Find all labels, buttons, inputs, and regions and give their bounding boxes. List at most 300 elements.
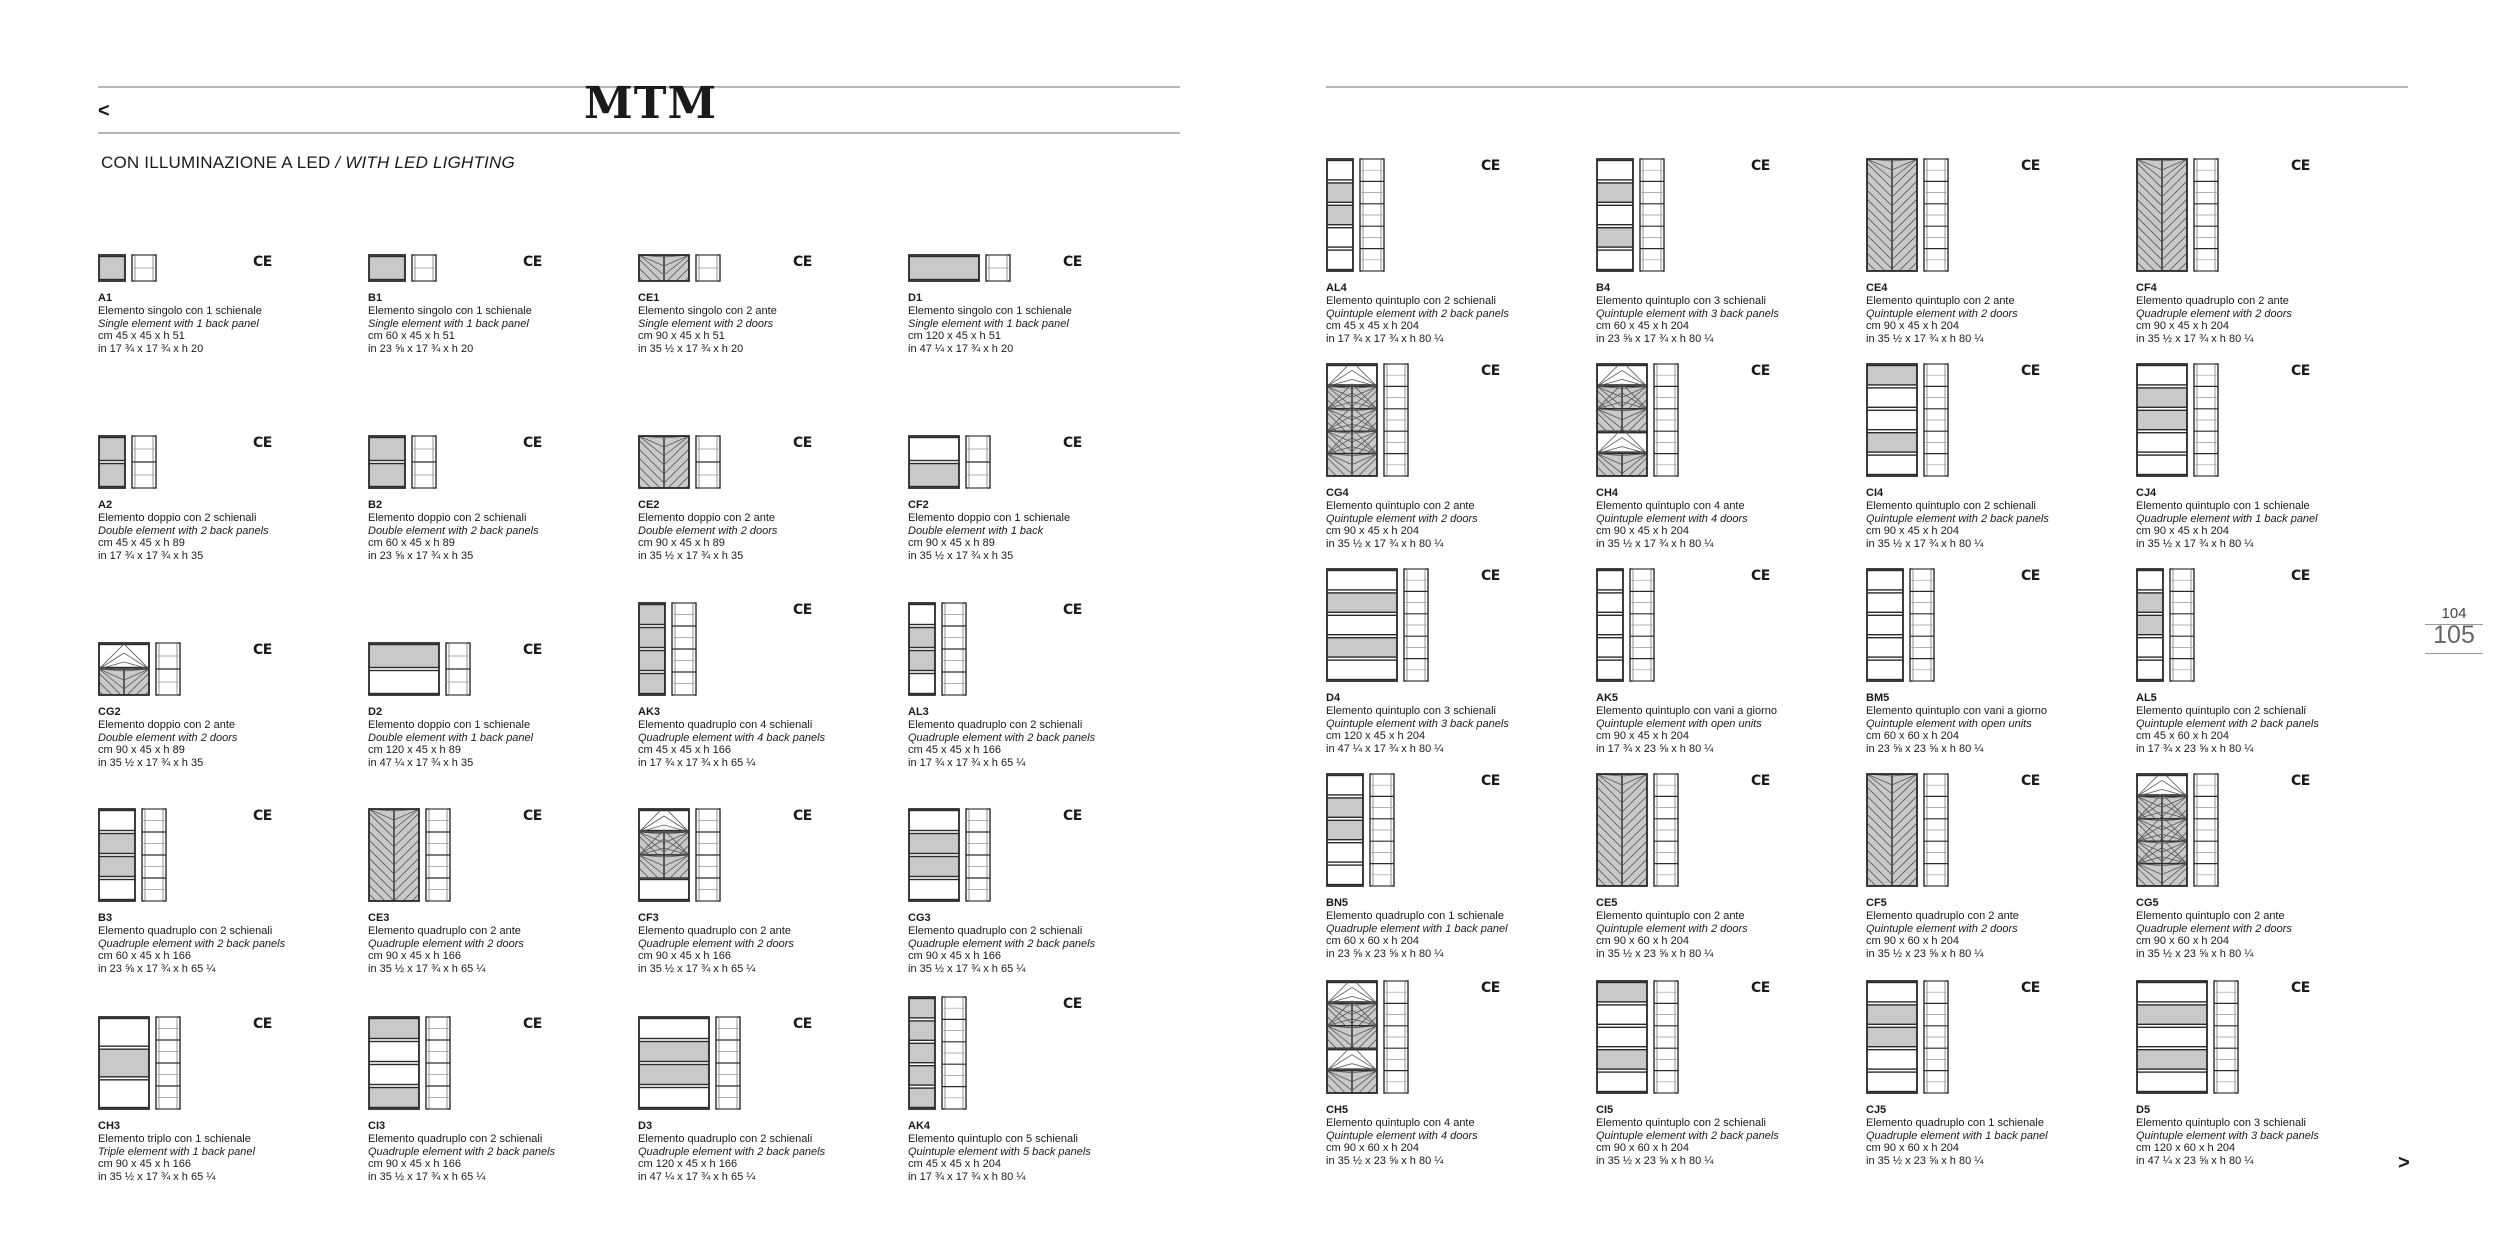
elevation-drawing	[2136, 568, 2212, 684]
description-it: Elemento doppio con 2 ante	[98, 718, 235, 731]
open-compartment	[1597, 571, 1623, 590]
open-compartment	[1327, 161, 1353, 180]
product-code: CI5	[1596, 1104, 1614, 1116]
product-details	[2136, 692, 2319, 756]
description-it: Elemento quadruplo con 1 schienale	[1326, 909, 1504, 922]
description-it: Elemento quadruplo con 2 schienali	[908, 718, 1083, 731]
hatch-line	[1597, 767, 1622, 774]
open-compartment	[1327, 776, 1363, 795]
product-item-cf2	[908, 435, 1158, 571]
description-en: Quintuple element with 2 back panels	[1326, 307, 1509, 320]
side-view	[986, 255, 1010, 281]
dimensions-in: in 35 ½ x 17 ¾ x h 65 ¼	[638, 963, 756, 976]
dimensions-in: in 35 ½ x 17 ¾ x h 35	[98, 757, 204, 770]
front-view	[99, 255, 125, 281]
open-compartment	[1597, 593, 1623, 612]
ce-mark: CE	[1751, 568, 1770, 584]
open-compartment	[1867, 638, 1903, 657]
dimensions-in: in 47 ¼ x 17 ¾ x h 20	[908, 343, 1014, 356]
front-view	[639, 411, 689, 510]
back-panel	[639, 628, 665, 648]
open-compartment	[99, 811, 135, 831]
product-details	[368, 499, 539, 563]
ce-mark: CE	[793, 602, 812, 618]
elevation-drawing	[908, 602, 984, 698]
product-code: CF3	[638, 912, 659, 924]
elevation-drawing	[1596, 158, 1682, 274]
product-details	[1866, 692, 2047, 756]
ce-mark: CE	[523, 1016, 542, 1032]
dimensions-in: in 23 ⅝ x 23 ⅝ x h 80 ¼	[1326, 948, 1444, 961]
description-en: Quintuple element with 2 doors	[1866, 307, 2018, 320]
dimensions-in: in 35 ½ x 23 ⅝ x h 80 ¼	[1596, 948, 1714, 961]
description-it: Elemento quadruplo con 2 schienali	[368, 1132, 543, 1145]
product-item-a1	[98, 254, 348, 364]
front-view	[2137, 364, 2187, 476]
back-panel	[2137, 615, 2163, 634]
hatch-line	[664, 411, 689, 436]
product-code: BN5	[1326, 897, 1349, 909]
product-code: CH3	[98, 1120, 121, 1132]
description-it: Elemento doppio con 2 schienali	[98, 511, 257, 524]
product-code: D5	[2136, 1104, 2151, 1116]
prev-page-button[interactable]: <	[98, 100, 110, 122]
elevation-drawing	[1596, 363, 1696, 479]
dimensions-in: in 17 ¾ x 17 ¾ x h 35	[98, 550, 204, 563]
side-view	[426, 809, 450, 901]
product-details	[1326, 282, 1509, 346]
page-number-rule	[2425, 624, 2483, 625]
front-view	[99, 809, 135, 901]
open-compartment	[1867, 571, 1903, 590]
description-it: Elemento quintuplo con 3 schienali	[1326, 704, 1497, 717]
back-panel	[639, 1042, 709, 1062]
back-panel	[1867, 1027, 1917, 1046]
front-view	[1867, 134, 1917, 287]
dimensions-in: in 35 ½ x 17 ¾ x h 80 ¼	[2136, 333, 2254, 346]
description-it: Elemento quadruplo con 2 schienali	[638, 1132, 813, 1145]
elevation-drawing	[1596, 773, 1696, 889]
side-view	[1370, 774, 1394, 886]
dimensions-cm: cm 60 x 45 x h 89	[368, 537, 455, 550]
ce-mark: CE	[2291, 363, 2310, 379]
elevation-drawing	[368, 435, 454, 491]
back-panel	[909, 628, 935, 648]
description-it: Elemento quintuplo con 1 schienale	[2136, 499, 2310, 512]
section-title-en: WITH LED LIGHTING	[345, 153, 515, 172]
elevation-drawing	[2136, 158, 2236, 274]
dimensions-in: in 35 ½ x 17 ¾ x h 35	[908, 550, 1014, 563]
elevation-drawing	[368, 642, 488, 698]
open-compartment	[1327, 250, 1353, 269]
elevation-drawing	[1326, 980, 1426, 1096]
side-view	[1924, 159, 1948, 271]
back-panel	[639, 674, 665, 694]
product-item-ce1	[638, 254, 888, 364]
open-compartment	[1597, 205, 1633, 224]
product-item-ak5	[1596, 568, 1846, 764]
dimensions-in: in 35 ½ x 17 ¾ x h 80 ¼	[1326, 538, 1444, 551]
ce-mark: CE	[2291, 773, 2310, 789]
description-en: Single element with 2 doors	[638, 317, 774, 330]
dimensions-in: in 35 ½ x 17 ¾ x h 65 ¼	[368, 963, 486, 976]
hatch-line	[394, 802, 419, 809]
back-panel	[909, 999, 935, 1018]
elevation-drawing	[638, 808, 738, 904]
elevation-drawing	[1326, 773, 1412, 889]
product-code: CE2	[638, 499, 660, 511]
open-compartment	[1867, 1050, 1917, 1069]
description-it: Elemento singolo con 2 ante	[638, 304, 777, 317]
side-view	[412, 436, 436, 488]
dimensions-cm: cm 120 x 45 x h 166	[638, 1158, 738, 1171]
ce-mark: CE	[1481, 158, 1500, 174]
product-item-bn5	[1326, 773, 1576, 969]
open-compartment	[369, 671, 439, 694]
next-page-button[interactable]: >	[2398, 1152, 2410, 1174]
hatch-line	[664, 239, 689, 255]
description-it: Elemento singolo con 1 schienale	[98, 304, 262, 317]
product-details	[1596, 897, 1748, 961]
product-code: CI3	[368, 1120, 386, 1132]
front-view	[1597, 361, 1647, 500]
description-en: Quintuple element with open units	[1866, 717, 2032, 730]
dimensions-in: in 35 ½ x 23 ⅝ x h 80 ¼	[1326, 1155, 1444, 1168]
dimensions-cm: cm 90 x 60 x h 204	[1596, 935, 1689, 948]
product-details	[98, 1120, 255, 1184]
back-panel	[1597, 1050, 1647, 1069]
description-it: Elemento quadruplo con 4 schienali	[638, 718, 813, 731]
description-it: Elemento quintuplo con 2 ante	[1326, 499, 1475, 512]
product-details	[1596, 282, 1779, 346]
product-code: B2	[368, 499, 383, 511]
description-it: Elemento quintuplo con vani a giorno	[1596, 704, 1778, 717]
back-panel	[1327, 205, 1353, 224]
elevation-drawing	[98, 435, 174, 491]
back-panel	[1327, 820, 1363, 839]
product-details	[908, 292, 1072, 356]
dimensions-cm: cm 90 x 45 x h 204	[2136, 525, 2229, 538]
brand-logo: MTM	[584, 78, 718, 129]
back-panel	[1597, 183, 1633, 202]
back-panel	[2137, 593, 2163, 612]
product-code: CG4	[1326, 487, 1349, 499]
product-details	[908, 706, 1095, 770]
side-view	[142, 809, 166, 901]
description-en: Quintuple element with 3 back panels	[1596, 307, 1779, 320]
side-view	[1654, 981, 1678, 1093]
back-panel	[369, 1088, 419, 1108]
product-details	[1326, 1104, 1478, 1168]
description-it: Elemento quintuplo con 2 schienali	[1866, 499, 2037, 512]
ce-mark: CE	[2291, 568, 2310, 584]
back-panel	[1327, 638, 1397, 657]
product-item-bm5	[1866, 568, 2116, 764]
elevation-drawing	[638, 602, 714, 698]
open-compartment	[909, 811, 959, 831]
product-code: CE4	[1866, 282, 1888, 294]
side-view	[1360, 159, 1384, 271]
description-en: Quadruple element with 2 doors	[638, 937, 794, 950]
side-view	[1654, 364, 1678, 476]
back-panel	[99, 857, 135, 877]
section-title-separator: /	[335, 153, 341, 172]
dimensions-in: in 17 ¾ x 17 ¾ x h 20	[98, 343, 204, 356]
description-it: Elemento doppio con 2 schienali	[368, 511, 527, 524]
product-code: CH5	[1326, 1104, 1349, 1116]
dimensions-in: in 17 ¾ x 23 ⅝ x h 80 ¼	[2136, 743, 2254, 756]
product-item-ak4	[908, 996, 1158, 1192]
back-panel	[369, 1019, 419, 1039]
elevation-drawing	[98, 1016, 198, 1112]
open-compartment	[1597, 1072, 1647, 1091]
hatch-line	[369, 793, 394, 809]
product-code: B1	[368, 292, 383, 304]
product-item-cf5	[1866, 773, 2116, 969]
dimensions-cm: cm 45 x 45 x h 204	[1326, 320, 1419, 333]
product-code: CF4	[2136, 282, 2157, 294]
back-panel	[1327, 798, 1363, 817]
side-view	[2194, 774, 2218, 886]
description-it: Elemento quintuplo con 2 schienali	[2136, 704, 2307, 717]
hatch-line	[2137, 134, 2162, 159]
back-panel	[369, 438, 405, 461]
description-en: Quadruple element with 1 back panel	[2136, 512, 2318, 525]
hatch-line	[394, 793, 419, 809]
front-view	[369, 255, 405, 281]
open-compartment	[1867, 615, 1903, 634]
open-compartment	[99, 880, 135, 900]
open-compartment	[639, 1088, 709, 1108]
ce-mark: CE	[793, 808, 812, 824]
dimensions-in: in 35 ½ x 17 ¾ x h 80 ¼	[2136, 538, 2254, 551]
product-details	[1596, 487, 1748, 551]
side-view	[942, 997, 966, 1109]
page-number-rule-bottom	[2425, 653, 2483, 654]
dimensions-in: in 35 ½ x 17 ¾ x h 80 ¼	[1866, 538, 1984, 551]
front-view	[1597, 981, 1647, 1093]
dimensions-in: in 35 ½ x 17 ¾ x h 80 ¼	[1596, 538, 1714, 551]
side-view	[1404, 569, 1428, 681]
description-en: Quadruple element with 2 back panels	[98, 937, 286, 950]
product-code: CE5	[1596, 897, 1618, 909]
elevation-drawing	[638, 1016, 758, 1112]
dimensions-cm: cm 90 x 45 x h 204	[1866, 525, 1959, 538]
back-panel	[909, 651, 935, 671]
description-it: Elemento quintuplo con 4 ante	[1596, 499, 1745, 512]
product-item-al3	[908, 602, 1158, 778]
elevation-drawing	[98, 254, 174, 284]
description-en: Single element with 1 back panel	[908, 317, 1069, 330]
elevation-drawing	[98, 642, 198, 698]
dimensions-cm: cm 90 x 45 x h 166	[368, 1158, 461, 1171]
section-title	[101, 153, 515, 173]
product-code: B4	[1596, 282, 1611, 294]
dimensions-in: in 17 ¾ x 17 ¾ x h 80 ¼	[908, 1171, 1026, 1184]
dimensions-cm: cm 90 x 45 x h 204	[1596, 525, 1689, 538]
side-view	[1630, 569, 1654, 681]
description-en: Single element with 1 back panel	[98, 317, 259, 330]
front-view	[639, 603, 665, 695]
header-rule-left	[98, 132, 1180, 134]
open-compartment	[99, 1080, 149, 1108]
dimensions-cm: cm 45 x 45 x h 51	[98, 330, 185, 343]
description-en: Quintuple element with 2 doors	[1596, 922, 1748, 935]
product-item-ce4	[1866, 158, 2116, 354]
back-panel	[1597, 228, 1633, 247]
elevation-drawing	[2136, 773, 2236, 889]
product-code: CE3	[368, 912, 390, 924]
description-it: Elemento quintuplo con vani a giorno	[1866, 704, 2048, 717]
product-details	[368, 1120, 555, 1184]
dimensions-cm: cm 90 x 45 x h 204	[1596, 730, 1689, 743]
hatch-line	[639, 411, 664, 436]
dimensions-in: in 17 ¾ x 23 ⅝ x h 80 ¼	[1596, 743, 1714, 756]
description-en: Single element with 1 back panel	[368, 317, 529, 330]
dimensions-cm: cm 60 x 45 x h 204	[1596, 320, 1689, 333]
product-details	[638, 1120, 825, 1184]
ce-mark: CE	[1751, 363, 1770, 379]
back-panel	[1327, 183, 1353, 202]
description-en: Triple element with 1 back panel	[98, 1145, 255, 1158]
hatch-line	[394, 784, 419, 809]
dimensions-in: in 35 ½ x 23 ⅝ x h 80 ¼	[1866, 1155, 1984, 1168]
dimensions-in: in 35 ½ x 17 ¾ x h 65 ¼	[908, 963, 1026, 976]
product-code: D4	[1326, 692, 1341, 704]
front-view	[369, 1017, 419, 1109]
side-view	[716, 1017, 740, 1109]
dimensions-cm: cm 90 x 60 x h 204	[1326, 1142, 1419, 1155]
side-view	[1924, 774, 1948, 886]
product-item-b3	[98, 808, 348, 984]
product-details	[1326, 897, 1508, 961]
ce-mark: CE	[1063, 254, 1082, 270]
hatch-line	[639, 248, 664, 255]
side-view	[2194, 159, 2218, 271]
elevation-drawing	[1326, 568, 1446, 684]
elevation-drawing	[2136, 363, 2236, 479]
dimensions-cm: cm 120 x 45 x h 51	[908, 330, 1001, 343]
back-panel	[369, 645, 439, 668]
side-view	[156, 643, 180, 695]
elevation-drawing	[638, 254, 738, 284]
side-view	[1654, 774, 1678, 886]
product-item-ak3	[638, 602, 888, 778]
front-view	[1327, 774, 1363, 886]
front-view	[1327, 361, 1377, 500]
side-view	[156, 1017, 180, 1109]
open-compartment	[1867, 660, 1903, 679]
product-code: D1	[908, 292, 923, 304]
open-compartment	[2137, 433, 2187, 452]
description-it: Elemento triplo con 1 schienale	[98, 1132, 251, 1145]
elevation-drawing	[368, 808, 468, 904]
product-details	[98, 292, 262, 356]
product-details	[2136, 897, 2292, 961]
description-en: Quintuple element with 2 back panels	[1596, 1129, 1779, 1142]
product-item-d2	[368, 642, 618, 778]
ce-mark: CE	[1751, 158, 1770, 174]
product-item-b2	[368, 435, 618, 571]
elevation-drawing	[1596, 568, 1672, 684]
back-panel	[2137, 410, 2187, 429]
ce-mark: CE	[1751, 980, 1770, 996]
side-view	[446, 643, 470, 695]
back-panel	[369, 464, 405, 487]
elevation-drawing	[1866, 363, 1966, 479]
back-panel	[1597, 983, 1647, 1002]
product-details	[1866, 487, 2049, 551]
dimensions-cm: cm 120 x 45 x h 204	[1326, 730, 1426, 743]
product-details	[638, 706, 825, 770]
elevation-drawing	[1866, 773, 1966, 889]
front-view	[1327, 569, 1397, 681]
dimensions-cm: cm 45 x 45 x h 204	[908, 1158, 1001, 1171]
product-item-d3	[638, 1016, 888, 1192]
product-item-ci5	[1596, 980, 1846, 1176]
product-code: AK4	[908, 1120, 931, 1132]
front-view	[639, 1017, 709, 1109]
hatch-line	[1892, 767, 1917, 774]
description-en: Double element with 2 back panels	[368, 524, 539, 537]
open-compartment	[909, 880, 959, 900]
product-details	[368, 706, 533, 770]
description-it: Elemento doppio con 1 schienale	[908, 511, 1071, 524]
description-it: Elemento quintuplo con 2 ante	[1866, 294, 2015, 307]
product-item-ci3	[368, 1016, 618, 1192]
description-it: Elemento quintuplo con 3 schienali	[1596, 294, 1767, 307]
ce-mark: CE	[2021, 773, 2040, 789]
open-compartment	[1867, 455, 1917, 474]
description-en: Quadruple element with 4 back panels	[638, 731, 826, 744]
hatch-line	[1622, 767, 1647, 774]
dimensions-in: in 23 ⅝ x 17 ¾ x h 20	[368, 343, 474, 356]
back-panel	[99, 464, 125, 487]
description-en: Quadruple element with 2 doors	[368, 937, 524, 950]
side-view	[696, 255, 720, 281]
ce-mark: CE	[1063, 602, 1082, 618]
open-compartment	[1597, 615, 1623, 634]
ce-mark: CE	[1481, 568, 1500, 584]
product-details	[638, 292, 777, 356]
hatch-line	[2162, 152, 2187, 159]
ce-mark: CE	[1481, 773, 1500, 789]
open-compartment	[2137, 1027, 2207, 1046]
dimensions-cm: cm 90 x 60 x h 204	[1866, 935, 1959, 948]
dimensions-cm: cm 45 x 60 x h 204	[2136, 730, 2229, 743]
hatch-line	[369, 802, 394, 809]
dimensions-in: in 35 ½ x 23 ⅝ x h 80 ¼	[1596, 1155, 1714, 1168]
elevation-drawing	[1866, 568, 1952, 684]
open-compartment	[1867, 1072, 1917, 1091]
product-item-d4	[1326, 568, 1576, 764]
side-view	[412, 255, 436, 281]
open-compartment	[369, 1042, 419, 1062]
open-compartment	[1867, 410, 1917, 429]
ce-mark: CE	[793, 1016, 812, 1032]
back-panel	[639, 651, 665, 671]
ce-mark: CE	[1063, 808, 1082, 824]
ce-mark: CE	[253, 1016, 272, 1032]
product-details	[1596, 1104, 1779, 1168]
page-numbers	[2425, 606, 2483, 648]
open-compartment	[2137, 983, 2207, 1002]
dimensions-in: in 35 ½ x 17 ¾ x h 20	[638, 343, 744, 356]
back-panel	[99, 438, 125, 461]
side-view	[942, 603, 966, 695]
open-compartment	[909, 674, 935, 694]
side-view	[1384, 364, 1408, 476]
